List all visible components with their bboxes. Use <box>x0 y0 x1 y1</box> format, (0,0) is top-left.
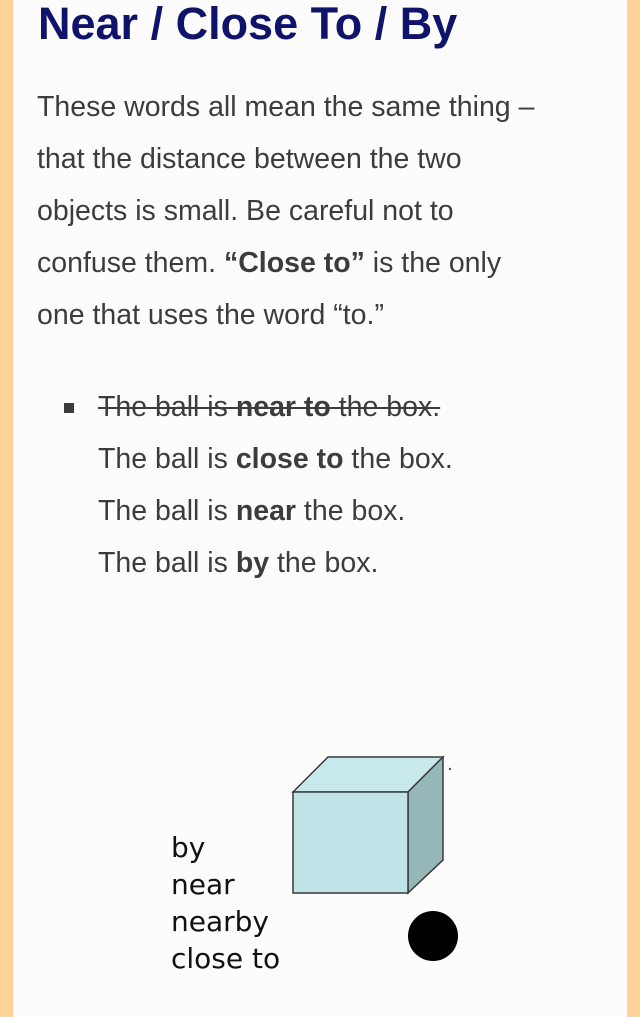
label-nearby: nearby <box>171 905 269 938</box>
intro-text: confuse them. <box>37 247 224 279</box>
box-front-face <box>293 792 408 893</box>
example-keyword: close to <box>235 443 344 475</box>
example-text: The ball is <box>98 443 236 475</box>
example-keyword: near to <box>235 391 331 423</box>
intro-text: is the only <box>364 247 502 279</box>
example-text: The ball is <box>98 495 236 527</box>
label-near: near <box>171 868 235 901</box>
intro-line: objects is small. Be careful not to <box>37 195 454 227</box>
example-sentence <box>98 485 453 537</box>
ball-icon <box>408 911 458 961</box>
diagram-labels <box>171 829 280 977</box>
example-keyword: near <box>235 495 297 527</box>
intro-line: one that uses the word “to.” <box>37 299 384 331</box>
example-text: The ball is <box>98 391 236 423</box>
intro-line: that the distance between the two <box>37 143 462 175</box>
label-by: by <box>171 831 206 864</box>
example-text: the box. <box>343 443 453 475</box>
example-text: the box. <box>296 495 406 527</box>
example-text: the box. <box>330 391 441 423</box>
page-content <box>13 0 627 1017</box>
example-keyword: by <box>235 547 270 579</box>
struck-sentence <box>98 391 440 423</box>
dot-mark <box>449 768 451 770</box>
intro-emphasis: “Close to” <box>223 247 365 279</box>
example-list <box>98 381 453 589</box>
bullet-icon <box>64 403 74 413</box>
example-sentence <box>98 433 453 485</box>
intro-line: These words all mean the same thing – <box>37 91 535 123</box>
intro-line <box>37 237 612 289</box>
intro-paragraph <box>37 81 612 341</box>
page-title: Near / Close To / By <box>38 0 458 49</box>
label-close-to: close to <box>171 942 281 975</box>
example-text: the box. <box>269 547 379 579</box>
example-incorrect <box>98 381 453 433</box>
example-text: The ball is <box>98 547 236 579</box>
example-sentence <box>98 537 453 589</box>
